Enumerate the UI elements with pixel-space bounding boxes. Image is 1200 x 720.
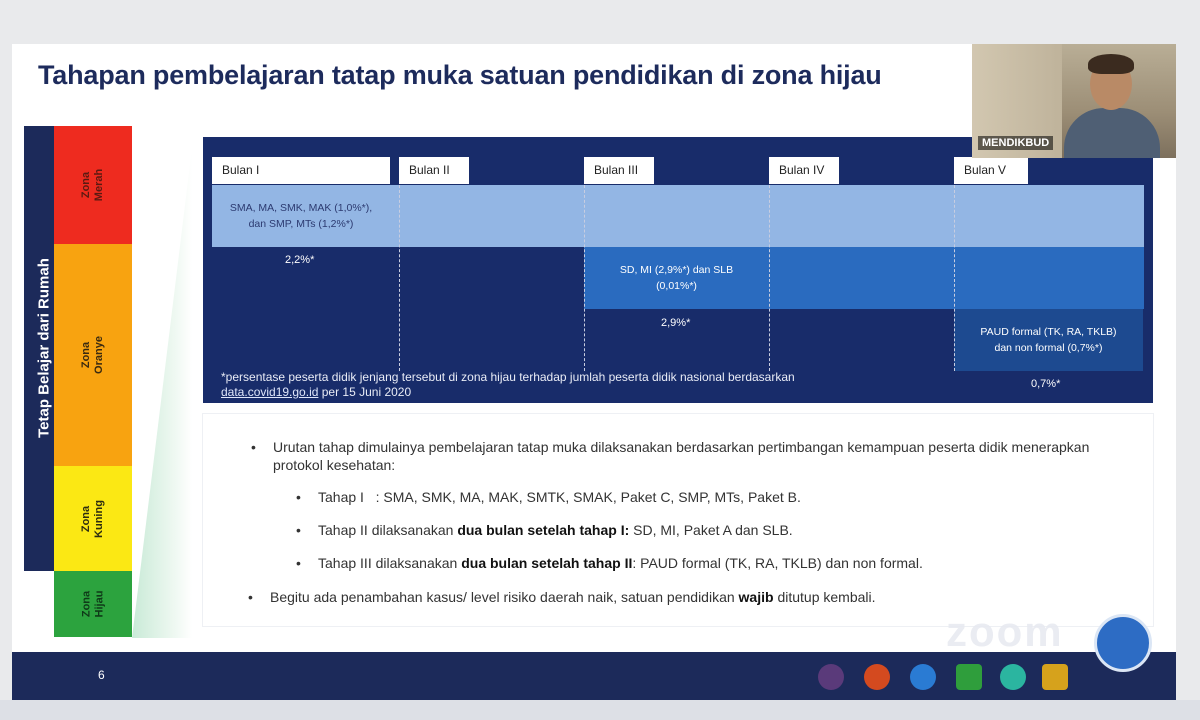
month-header-3: Bulan III	[584, 157, 654, 184]
bullet-closing	[248, 588, 1140, 606]
stage3-percentage: 0,7%*	[1031, 378, 1061, 390]
page-number: 6	[98, 668, 105, 682]
month-divider	[399, 185, 400, 371]
bullet-dot: •	[296, 489, 301, 505]
timeline-panel	[203, 137, 1153, 403]
timeline-footnote	[221, 370, 981, 400]
bullet-dot: •	[251, 439, 256, 455]
bullet-dot: •	[248, 589, 253, 605]
zone-green-label: Zona Hijau	[80, 590, 105, 618]
bullet-closing-post: ditutup kembali.	[773, 589, 876, 605]
month-divider	[769, 185, 770, 371]
stage1-percentage: 2,2%*	[285, 254, 315, 266]
bnpb-logo-icon	[1042, 664, 1068, 690]
month-header-5: Bulan V	[954, 157, 1028, 184]
kemenkes-logo-icon	[956, 664, 982, 690]
bullet-stage3-bold: dua bulan setelah tahap II	[461, 555, 633, 571]
bullet-stage3	[296, 554, 1138, 572]
gugus-tugas-logo-icon	[1000, 664, 1026, 690]
bullet-stage2-pre: Tahap II dilaksanakan	[318, 522, 458, 538]
bullet-stage1-text: Tahap I : SMA, SMK, MA, MAK, SMTK, SMAK, Paket C, SMP, MTs, Paket B.	[318, 489, 801, 505]
bullet-intro	[251, 438, 1143, 474]
green-zone-wedge	[132, 148, 192, 638]
month-header-1: Bulan I	[212, 157, 390, 184]
zone-yellow	[54, 466, 132, 571]
kemenag-logo-icon	[818, 664, 844, 690]
sidebar-stay-home-label: Tetap Belajar dari Rumah	[35, 258, 53, 438]
explanation-panel	[203, 414, 1153, 626]
zone-red	[54, 126, 132, 244]
slide-footer	[12, 652, 1176, 700]
bottom-strip	[0, 700, 1200, 720]
zone-yellow-label: Zona Kuning	[79, 499, 105, 538]
zone-orange	[54, 244, 132, 466]
participant-name: MENDIKBUD	[978, 136, 1053, 150]
zone-green	[54, 571, 132, 637]
bullet-stage2-post: SD, MI, Paket A dan SLB.	[629, 522, 793, 538]
bullet-dot: •	[296, 522, 301, 538]
footnote-suffix: per 15 Juni 2020	[318, 385, 412, 399]
stage2-text: SD, MI (2,9%*) dan SLB (0,01%*)	[619, 264, 734, 292]
month-header-4: Bulan IV	[769, 157, 839, 184]
bullet-stage3-post: : PAUD formal (TK, RA, TKLB) dan non formal.	[632, 555, 923, 571]
bullet-intro-text: Urutan tahap dimulainya pembelajaran tatap muka dilaksanakan berdasarkan pertimbangan kemampuan peserta didik menerapkan protokol kesehatan:	[273, 439, 1090, 473]
slide-title: Tahapan pembelajaran tatap muka satuan pendidikan di zona hijau	[38, 60, 882, 90]
bullet-dot: •	[296, 555, 301, 571]
stage1-text: SMA, MA, SMK, MAK (1,0%*), dan SMP, MTs (1,2%*)	[229, 202, 373, 230]
tni-logo-icon	[864, 664, 890, 690]
stage2-percentage: 2,9%*	[661, 317, 691, 329]
bullet-stage2-bold: dua bulan setelah tahap I:	[457, 522, 630, 538]
zoom-watermark: zoom	[946, 608, 1064, 655]
participant-body	[1064, 108, 1160, 158]
bullet-closing-pre: Begitu ada penambahan kasus/ level risiko daerah naik, satuan pendidikan	[270, 589, 739, 605]
tut-wuri-handayani-logo-icon	[1094, 614, 1152, 672]
month-header-2: Bulan II	[399, 157, 469, 184]
footnote-text: *persentase peserta didik jenjang tersebut di zona hijau terhadap jumlah peserta didik nasional berdasarkan	[221, 370, 795, 384]
zone-red-label: Zona Merah	[80, 168, 105, 202]
stage3-text: PAUD formal (TK, RA, TKLB) dan non formal (0,7%*)	[980, 326, 1117, 354]
participant-hair	[1088, 54, 1134, 74]
bullet-stage2	[296, 521, 1138, 539]
zone-orange-label: Zona Oranye	[79, 336, 105, 374]
footnote-link[interactable]: data.covid19.go.id	[221, 385, 319, 399]
tut-wuri-logo-icon	[910, 664, 936, 690]
bullet-stage3-pre: Tahap III dilaksanakan	[318, 555, 462, 571]
bullet-closing-bold: wajib	[738, 589, 774, 605]
video-tile[interactable]	[972, 44, 1176, 158]
bullet-stage1	[296, 488, 1138, 506]
